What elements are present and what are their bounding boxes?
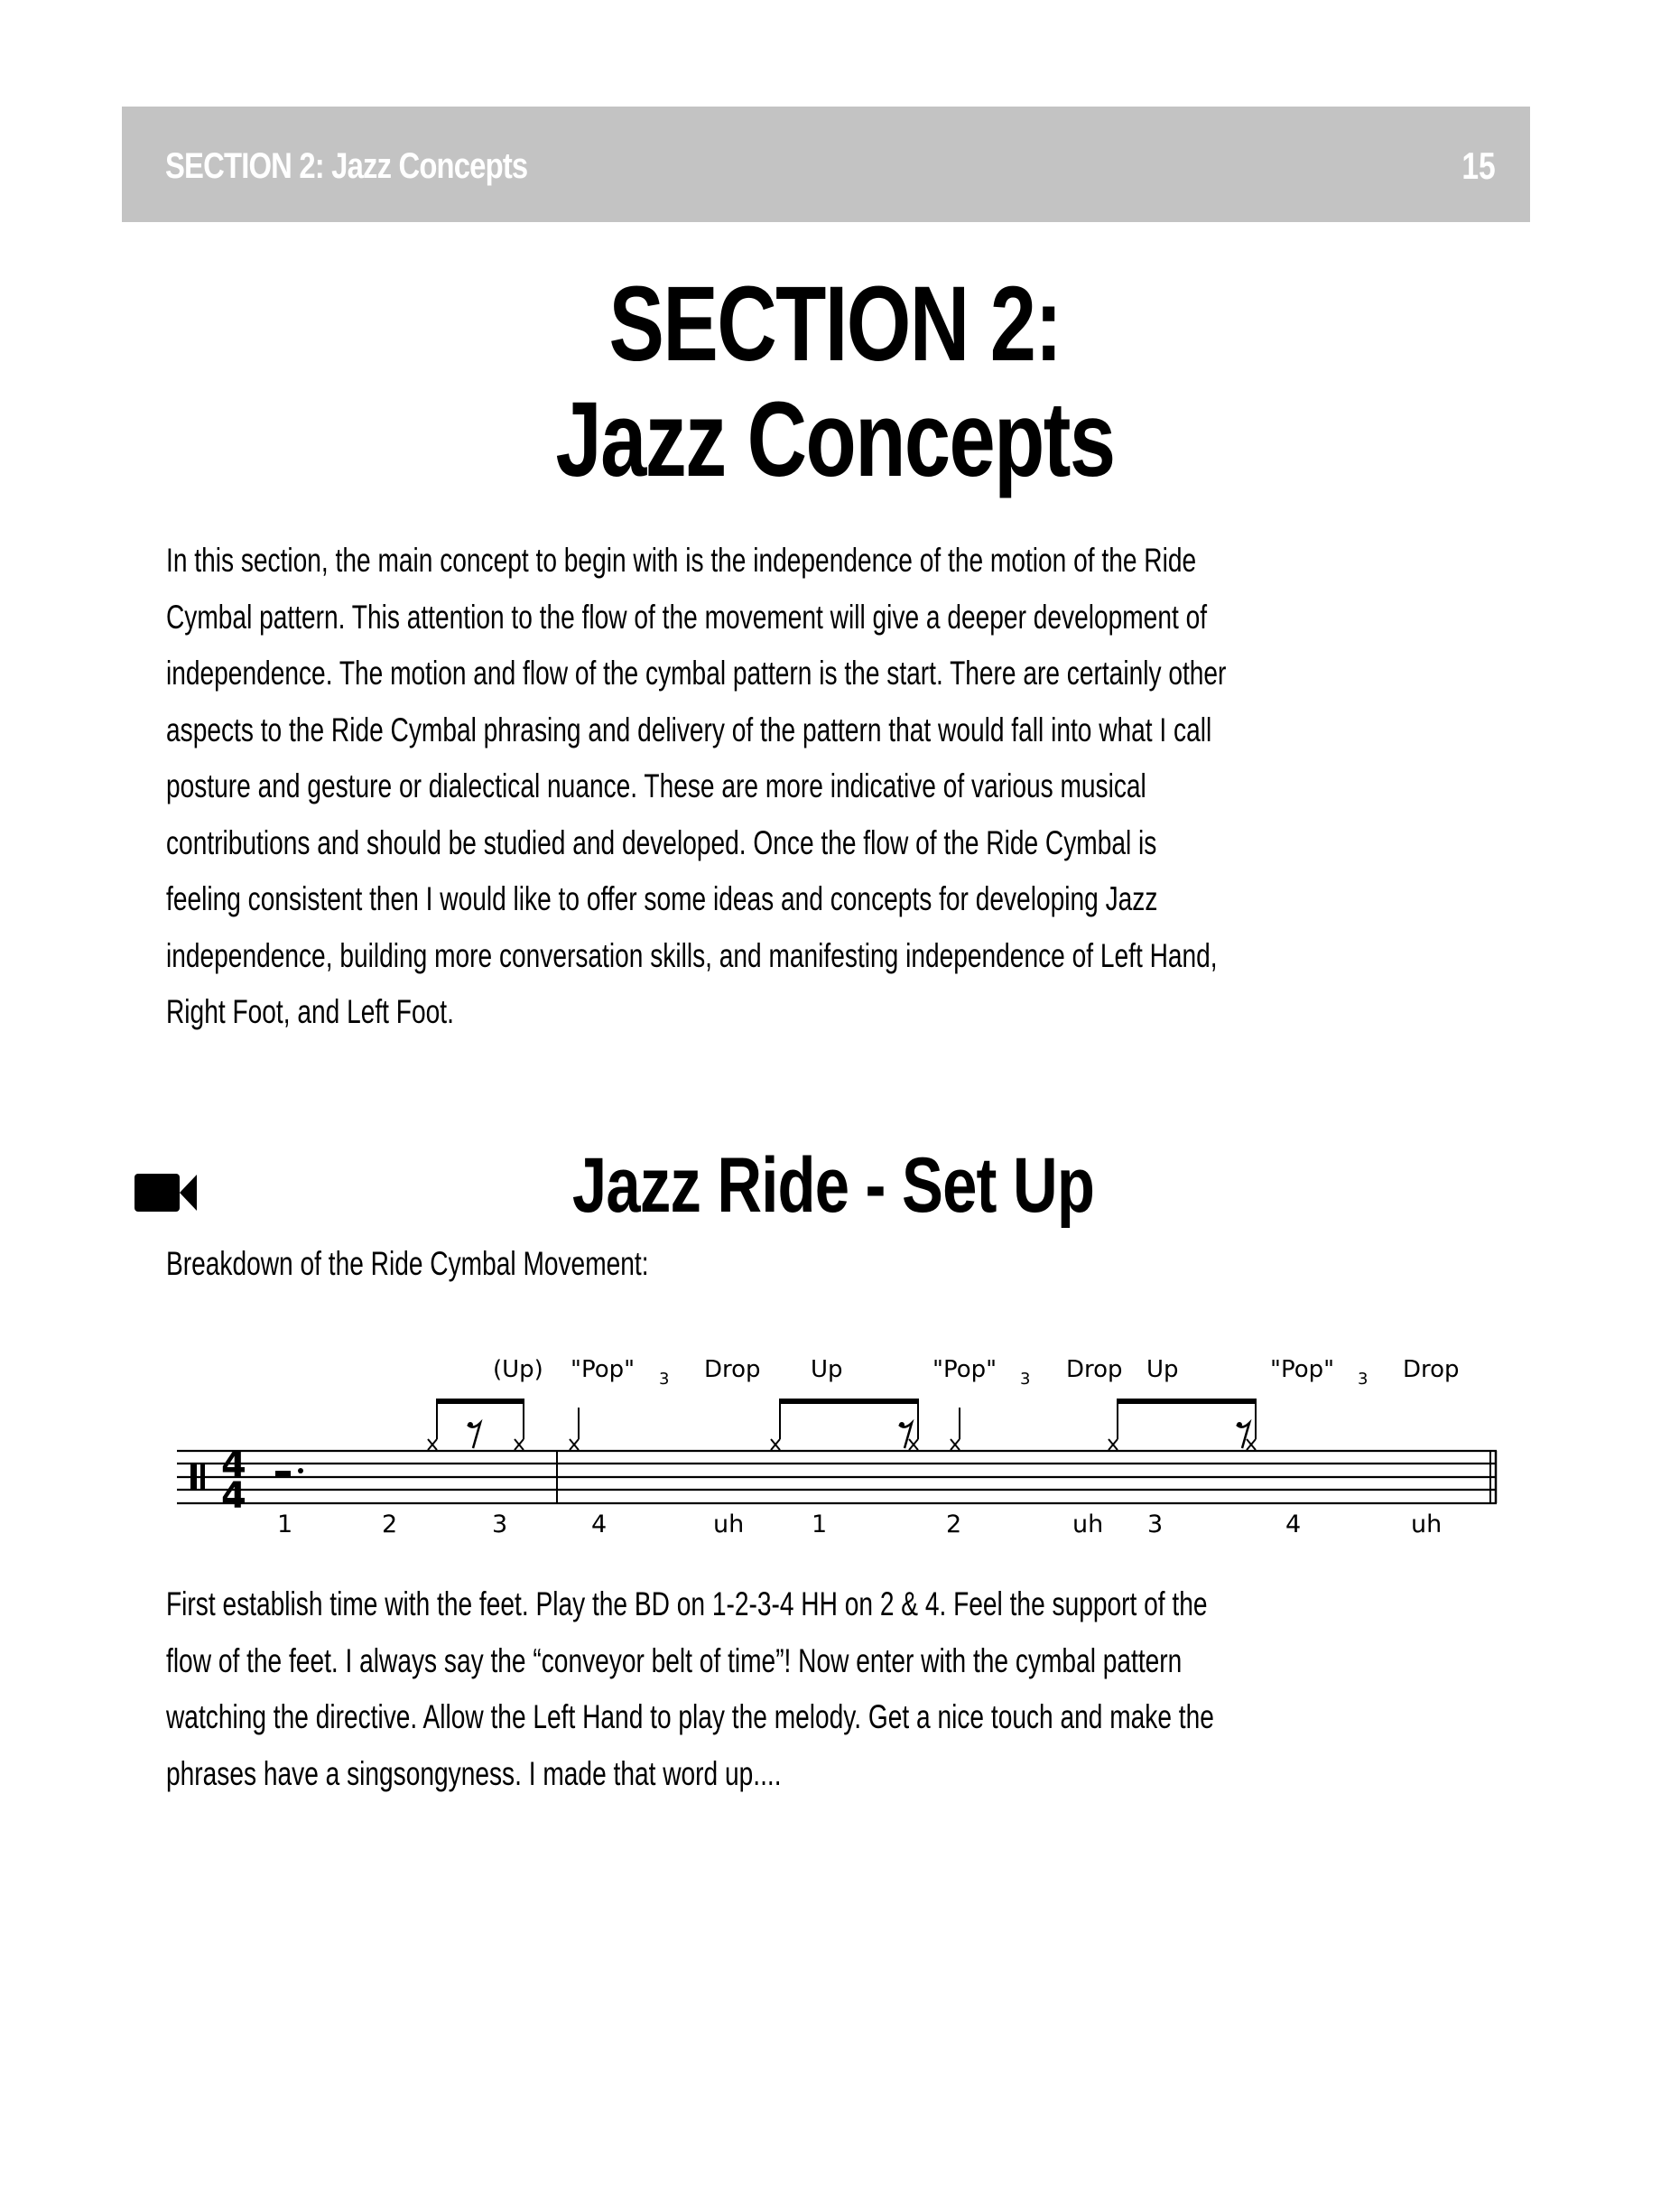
intro-line: aspects to the Ride Cymbal phrasing and delivery of the pattern that would fall into what I call [166, 711, 1212, 748]
staff-lines [177, 1451, 1497, 1503]
directive-label: Up [1146, 1356, 1179, 1383]
instructions-line: flow of the feet. I always say the “conveyor belt of time”! Now enter with the cymbal pattern [166, 1641, 1183, 1679]
intro-line: posture and gesture or dialectical nuance. These are more indicative of various musical [166, 767, 1146, 804]
instructions-paragraph [166, 1576, 1520, 1802]
directive-labels [493, 1356, 1460, 1389]
intro-line: feeling consistent then I would like to offer some ideas and concepts for developing Jazz [166, 880, 1158, 917]
directive-label: Drop [1403, 1356, 1460, 1383]
directive-label: "Pop" [571, 1356, 636, 1383]
directive-label: "Pop" [1270, 1356, 1335, 1383]
beat-count: uh [1411, 1510, 1443, 1538]
beat-count: uh [713, 1510, 745, 1538]
intro-line: Right Foot, and Left Foot. [166, 993, 454, 1030]
beat-count: 1 [812, 1510, 828, 1538]
beat-count: 4 [1285, 1510, 1302, 1538]
triplet-number: 3 [1020, 1370, 1031, 1389]
triplet-number: 3 [1358, 1370, 1368, 1389]
intro-line: Cymbal pattern. This attention to the flow of the movement will give a deeper development of [166, 598, 1208, 636]
page-title-line-2: Jazz Concepts [555, 380, 1115, 499]
directive-label: Drop [1066, 1356, 1123, 1383]
intro-line: contributions and should be studied and developed. Once the flow of the Ride Cymbal is [166, 823, 1157, 861]
beat-count: 3 [492, 1510, 508, 1538]
percussion-clef-icon [190, 1464, 205, 1490]
cymbal-notes [428, 1399, 1256, 1450]
beat-counts [277, 1510, 1442, 1538]
page-number: 15 [1461, 144, 1496, 187]
time-signature [221, 1445, 246, 1517]
time-signature-top: 4 [221, 1445, 246, 1486]
triplet-beams [436, 1399, 1257, 1404]
eighth-rest-icon [468, 1423, 1249, 1448]
intro-line: independence, building more conversation skills, and manifesting independence of Left Hand, [166, 936, 1218, 974]
intro-line: independence. The motion and flow of the cymbal pattern is the start. There are certainly other [166, 655, 1227, 692]
directive-label: (Up) [493, 1356, 543, 1383]
instructions-line: watching the directive. Allow the Left Hand to play the melody. Get a nice touch and make the [166, 1698, 1214, 1735]
dotted-half-rest-icon [275, 1468, 303, 1477]
intro-line: In this section, the main concept to begin with is the independence of the motion of the Ride [166, 542, 1197, 579]
triplet-number: 3 [659, 1370, 670, 1389]
directive-label: "Pop" [932, 1356, 997, 1383]
beat-count: 2 [946, 1510, 962, 1538]
time-signature-bottom: 4 [221, 1475, 246, 1517]
beat-count: 4 [591, 1510, 608, 1538]
instructions-line: First establish time with the feet. Play the BD on 1-2-3-4 HH on 2 & 4. Feel the support of the [166, 1585, 1208, 1622]
intro-paragraph [166, 533, 1520, 1041]
beat-count: 3 [1147, 1510, 1164, 1538]
beat-count: 2 [382, 1510, 398, 1538]
running-header [122, 107, 1530, 222]
section-heading: Jazz Ride - Set Up [571, 1142, 1095, 1229]
instructions-line: phrases have a singsongyness. I made that word up.... [166, 1754, 782, 1792]
beat-count: 1 [277, 1510, 293, 1538]
page-title-line-1: SECTION 2: [608, 265, 1062, 384]
beat-count: uh [1072, 1510, 1104, 1538]
section-caption: Breakdown of the Ride Cymbal Movement: [166, 1245, 649, 1282]
running-header-title: SECTION 2: Jazz Concepts [165, 146, 528, 186]
directive-label: Up [811, 1356, 843, 1383]
directive-label: Drop [704, 1356, 761, 1383]
